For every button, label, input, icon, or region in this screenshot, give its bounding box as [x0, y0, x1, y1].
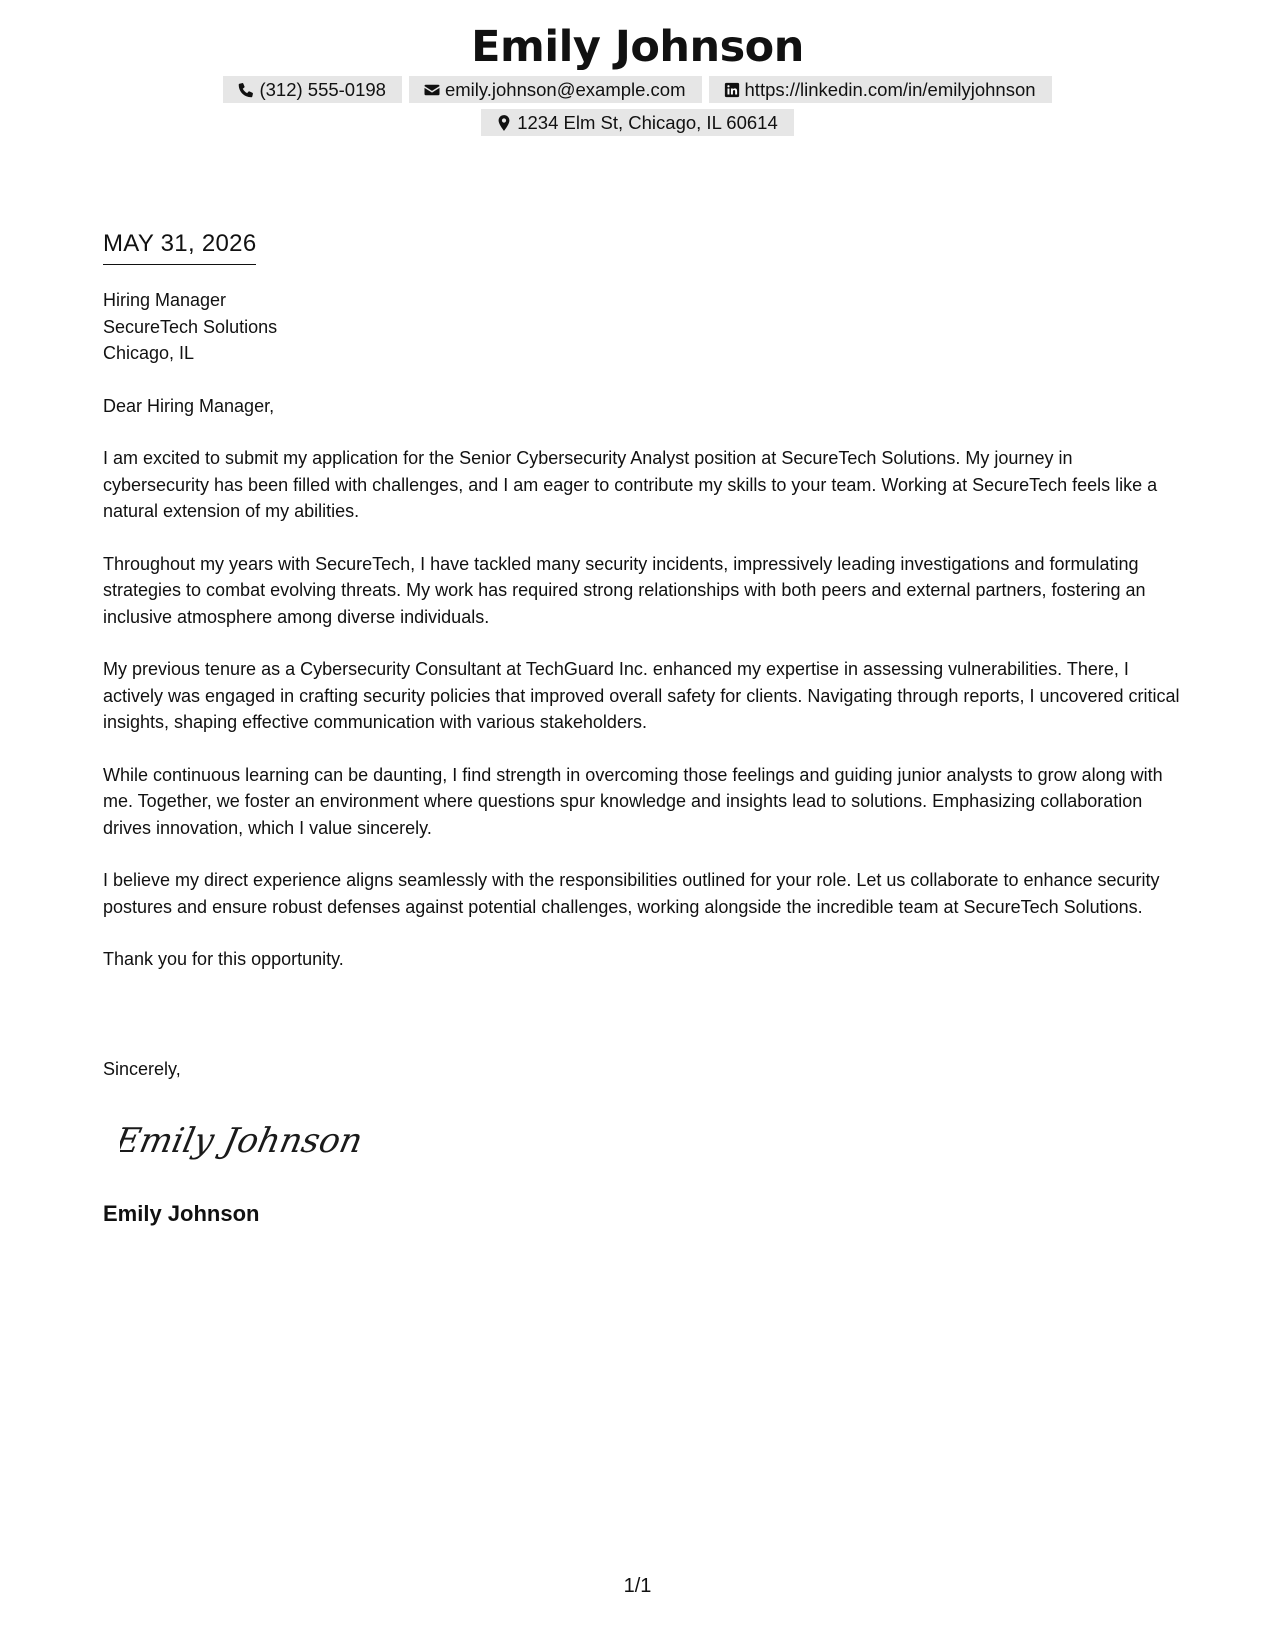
contact-phone	[223, 76, 402, 103]
linkedin-icon	[723, 81, 741, 99]
body-paragraph: My previous tenure as a Cybersecurity Consultant at TechGuard Inc. enhanced my expertise in assessing vulnerabilities. There, I actively was engaged in crafting security policies that improved overall safety for clients. Navigating through reports, I uncovered critical insights, shaping effective communication with various stakeholders.	[103, 659, 1180, 732]
contact-address	[481, 109, 794, 136]
body-paragraph: I believe my direct experience aligns seamlessly with the responsibilities outlined for your role. Let us collaborate to enhance security postures and ensure robust defenses against potential challenges, working alongside the incredible team at SecureTech Solutions.	[103, 870, 1160, 917]
body-paragraph: Throughout my years with SecureTech, I have tackled many security incidents, impressively leading investigations and formulating strategies to combat evolving threats. My work has required strong relationships with both peers and external partners, fostering an inclusive atmosphere among diverse individuals.	[103, 553, 1146, 627]
thank-you-line: Thank you for this opportunity.	[103, 949, 344, 969]
phone-icon	[237, 81, 255, 99]
recipient-block	[103, 287, 1183, 367]
letter-date: MAY 31, 2026	[103, 228, 256, 265]
recipient-title: Hiring Manager	[103, 290, 227, 310]
contact-address-text: 1234 Elm St, Chicago, IL 60614	[517, 111, 778, 133]
contact-linkedin-text: https://linkedin.com/in/emilyjohnson	[744, 78, 1036, 100]
closing-line: Sincerely,	[103, 1059, 181, 1079]
handwritten-signature	[120, 1110, 360, 1175]
contact-email[interactable]	[409, 76, 702, 103]
page-indicator: 1/1	[623, 1575, 652, 1597]
map-pin-icon	[495, 114, 513, 132]
body-paragraph: I am excited to submit my application for the Senior Cybersecurity Analyst position at SecureTech Solutions. My journey in cybersecurity has been filled with challenges, and I am eager to contribute my skills to your team. Working at SecureTech feels like a natural extension of my abilities.	[103, 448, 1158, 521]
signature-image	[120, 1110, 360, 1170]
signer-name: Emily Johnson	[103, 1201, 260, 1226]
contact-linkedin[interactable]	[709, 76, 1052, 103]
contact-email-text: emily.johnson@example.com	[444, 78, 686, 100]
letter-body	[103, 287, 1183, 973]
applicant-name: Emily Johnson	[471, 22, 804, 72]
envelope-icon	[423, 81, 441, 99]
body-paragraph: While continuous learning can be daunting, I find strength in overcoming those feelings and guiding junior analysts to grow along with me. Together, we foster an environment where questions spur knowledge and insights lead to solutions. Emphasizing collaboration drives innovation, which I value sincerely.	[103, 764, 1163, 838]
contact-row-primary	[0, 76, 1275, 103]
recipient-location: Chicago, IL	[103, 343, 195, 363]
recipient-company: SecureTech Solutions	[103, 316, 278, 337]
contact-phone-text: (312) 555-0198	[259, 78, 386, 100]
signature-text: Emily Johnson	[120, 1121, 360, 1161]
contact-row-secondary	[0, 109, 1275, 136]
letter-header	[0, 20, 1275, 136]
salutation: Dear Hiring Manager,	[103, 395, 275, 416]
